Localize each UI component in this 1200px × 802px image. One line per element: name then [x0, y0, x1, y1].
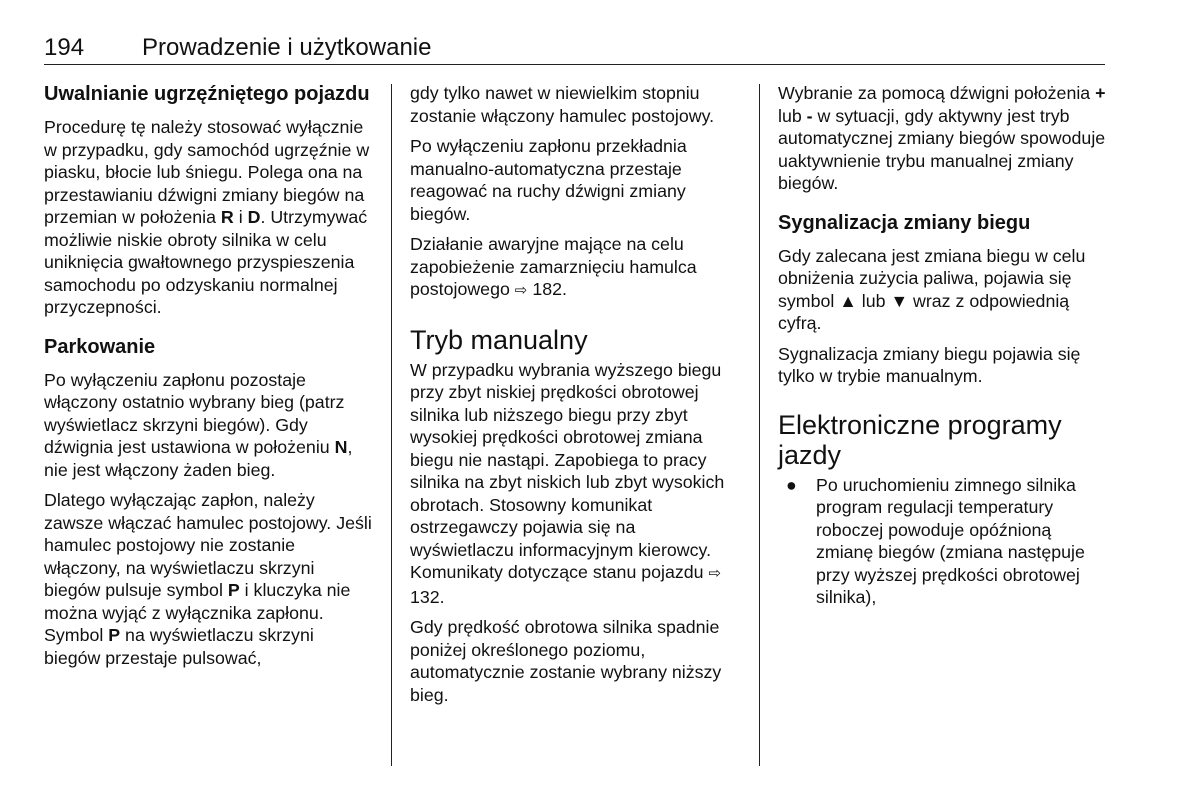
- page-header: [44, 34, 1105, 65]
- paragraph: Gdy zalecana jest zmiana biegu w celu obniżenia zużycia paliwa, pojawia się symbol ▲ lub ▼ wraz z odpowiednią cyfrą.: [778, 245, 1086, 333]
- column-middle: [410, 82, 740, 714]
- paragraph: Po wyłączeniu zapłonu przekładnia manualno-automatyczna przestaje reagować na ruchy dźwigni zmiany biegów.: [410, 136, 687, 224]
- bullet-icon: ●: [786, 474, 797, 495]
- paragraph: Dlatego wyłączając zapłon, należy zawsze włączać hamulec postojowy. Jeśli hamulec postojowy nie zostanie włączony, na wyświetlaczu skrzyni biegów pulsuje symbol P i kluczyka nie można wyjąć z wyłącznika zapłonu. Symbol P na wyświetlaczu skrzyni biegów przestaje pulsować,: [44, 490, 372, 668]
- paragraph: Wybranie za pomocą dźwigni położenia + lub - w sytuacji, gdy aktywny jest tryb automatycznej zmiany biegów spowoduje uaktywnienie trybu manualnej zmiany biegów.: [778, 83, 1106, 193]
- column-divider: [391, 84, 392, 766]
- cross-reference-arrow-icon: ⇨: [708, 565, 722, 582]
- paragraph: Sygnalizacja zmiany biegu pojawia się tylko w trybie manualnym.: [778, 343, 1081, 386]
- paragraph: Działanie awaryjne mające na celu zapobieżenie zamarznięciu hamulca postojowego ⇨ 182.: [410, 234, 697, 299]
- paragraph: gdy tylko nawet w niewielkim stopniu zostanie włączony hamulec postojowy.: [410, 83, 715, 126]
- list-item: ● Po uruchomieniu zimnego silnika program regulacji temperatury roboczej powoduje opóźnioną zmianę biegów (zmiana następuje przy wyższej prędkości obrotowej silnika),: [786, 474, 1085, 607]
- paragraph: W przypadku wybrania wyższego biegu przy zbyt niskiej prędkości obrotowej silnika lub niższego biegu przy zbyt wysokiej prędkości obrotowej zmiana biegu nie nastąpi. Zapobiega to pracy silnika na zbyt niskich lub zbyt wysokich obrotach. Stosowny komunikat ostrzegawczy pojawia się na wyświetlaczu informacyjnym kierowcy. Komunikaty dotyczące stanu pojazdu ⇨ 132.: [410, 359, 725, 607]
- heading-releasing-stuck-vehicle: Uwalnianie ugrzęźniętego pojazdu: [44, 83, 370, 105]
- page-number: 194: [44, 34, 85, 61]
- paragraph: Gdy prędkość obrotowa silnika spadnie poniżej określonego poziomu, automatycznie zostanie wybrany niższy bieg.: [410, 617, 722, 705]
- paragraph: Po wyłączeniu zapłonu pozostaje włączony ostatnio wybrany bieg (patrz wyświetlacz skrzyni biegów). Gdy dźwignia jest ustawiona w położeniu N, nie jest włączony żaden bieg.: [44, 369, 353, 480]
- page-reference[interactable]: 182.: [527, 279, 567, 299]
- heading-manual-mode: Tryb manualny: [410, 324, 588, 355]
- page-reference[interactable]: 132.: [410, 586, 445, 607]
- column-left: [44, 82, 374, 677]
- column-right: [778, 82, 1108, 609]
- bullet-list: [778, 474, 1108, 609]
- cross-reference-arrow-icon: ⇨: [514, 282, 528, 299]
- heading-shift-indication: Sygnalizacja zmiany biegu: [778, 211, 1031, 234]
- paragraph: Procedurę tę należy stosować wyłącznie w przypadku, gdy samochód ugrzęźnie w piasku, błocie lub śniegu. Polega ona na przestawianiu dźwigni zmiany biegów na przemian w położenia R i D. Utrzymywać możliwie niskie obroty silnika w celu uniknięcia gwałtownego przyspieszenia samochodu po odzyskaniu normalnej przyczepności.: [44, 117, 370, 317]
- heading-electronic-driving-programs: Elektroniczne programy jazdy: [778, 409, 1062, 470]
- page-title: Prowadzenie i użytkowanie: [142, 34, 432, 61]
- heading-parking: Parkowanie: [44, 335, 156, 358]
- column-divider: [759, 84, 760, 766]
